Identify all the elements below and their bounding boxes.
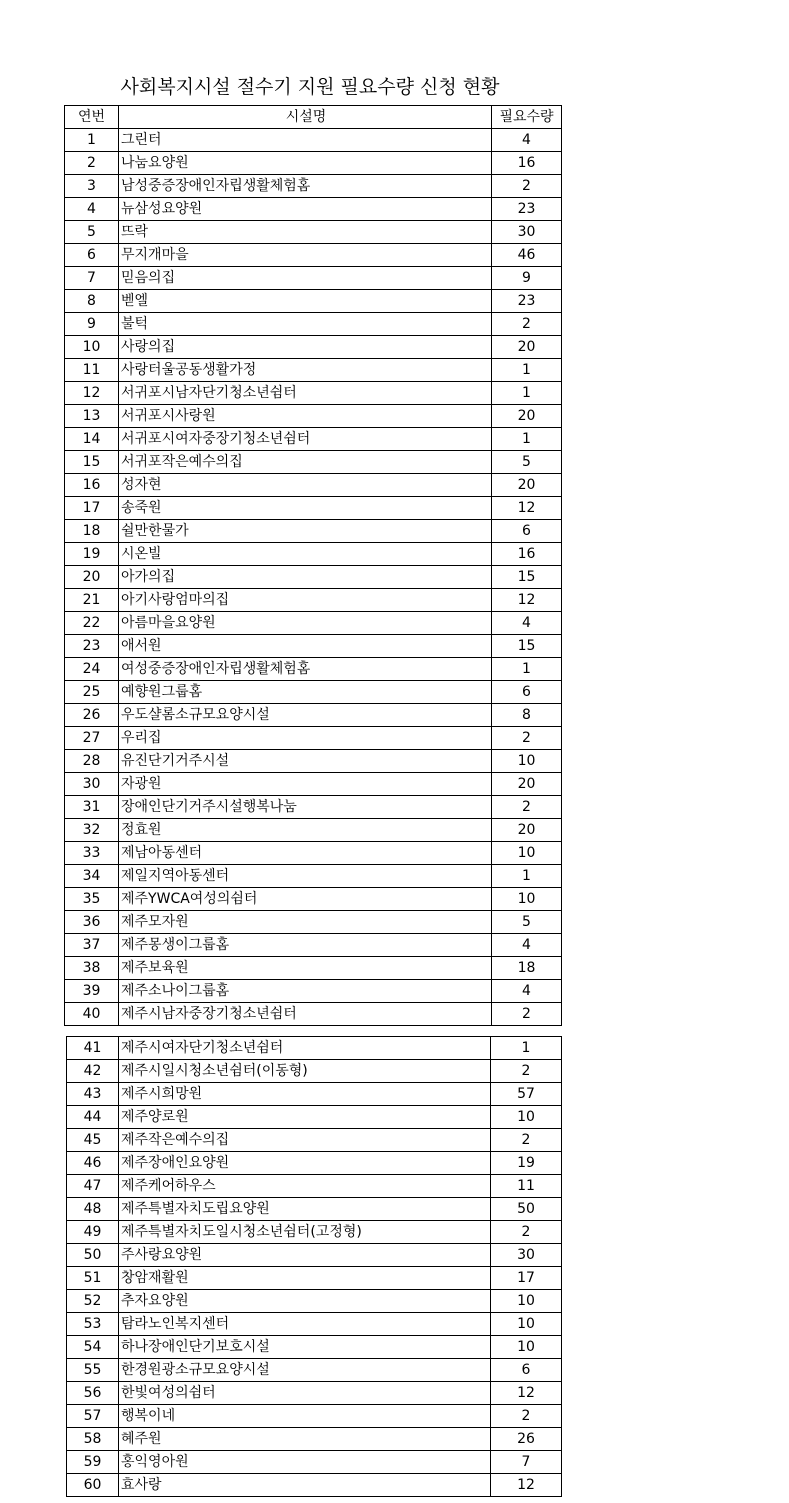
required-quantity: 4 — [492, 934, 562, 957]
table-row — [65, 888, 562, 911]
facility-name: 제주시희망원 — [119, 1083, 491, 1106]
row-number: 58 — [67, 1428, 119, 1451]
required-quantity: 4 — [492, 129, 562, 152]
required-quantity: 12 — [492, 497, 562, 520]
required-quantity: 10 — [491, 1106, 562, 1129]
header-no: 연번 — [65, 106, 119, 129]
row-number: 36 — [65, 911, 119, 934]
table-row — [65, 842, 562, 865]
required-quantity: 1 — [492, 865, 562, 888]
facility-name: 홍익영아원 — [119, 1451, 491, 1474]
required-quantity: 6 — [491, 1359, 562, 1382]
facility-name: 믿음의집 — [119, 267, 492, 290]
facility-name: 주사랑요양원 — [119, 1244, 491, 1267]
table-row — [67, 1290, 562, 1313]
row-number: 55 — [67, 1359, 119, 1382]
required-quantity: 6 — [492, 520, 562, 543]
required-quantity: 20 — [492, 405, 562, 428]
facility-name: 서귀포시사랑원 — [119, 405, 492, 428]
table-row — [65, 405, 562, 428]
row-number: 1 — [65, 129, 119, 152]
required-quantity: 10 — [491, 1290, 562, 1313]
table-row — [65, 658, 562, 681]
required-quantity: 2 — [492, 796, 562, 819]
facility-name: 남성중증장애인자립생활체험홈 — [119, 175, 492, 198]
table-row — [65, 980, 562, 1003]
row-number: 53 — [67, 1313, 119, 1336]
row-number: 44 — [67, 1106, 119, 1129]
table-row — [67, 1428, 562, 1451]
facility-name: 혜주원 — [119, 1428, 491, 1451]
table-row — [67, 1244, 562, 1267]
required-quantity: 5 — [492, 911, 562, 934]
required-quantity: 2 — [492, 727, 562, 750]
facility-name: 제주특별자치도립요양원 — [119, 1198, 491, 1221]
row-number: 32 — [65, 819, 119, 842]
required-quantity: 50 — [491, 1198, 562, 1221]
facility-name: 여성중증장애인자립생활체험홈 — [119, 658, 492, 681]
table-row — [67, 1198, 562, 1221]
row-number: 51 — [67, 1267, 119, 1290]
table-row — [65, 152, 562, 175]
row-number: 23 — [65, 635, 119, 658]
table-row — [67, 1313, 562, 1336]
table-row — [65, 957, 562, 980]
row-number: 37 — [65, 934, 119, 957]
required-quantity: 26 — [491, 1428, 562, 1451]
required-quantity: 23 — [492, 198, 562, 221]
header-qty: 필요수량 — [492, 106, 562, 129]
table-row — [67, 1382, 562, 1405]
table-row — [65, 359, 562, 382]
required-quantity: 30 — [492, 221, 562, 244]
table-row — [65, 129, 562, 152]
required-quantity: 8 — [492, 704, 562, 727]
row-number: 25 — [65, 681, 119, 704]
facility-name: 제주보육원 — [119, 957, 492, 980]
required-quantity: 5 — [492, 451, 562, 474]
facility-name: 탐라노인복지센터 — [119, 1313, 491, 1336]
row-number: 50 — [67, 1244, 119, 1267]
row-number: 2 — [65, 152, 119, 175]
facility-name: 제주양로원 — [119, 1106, 491, 1129]
facility-name: 제주작은예수의집 — [119, 1129, 491, 1152]
required-quantity: 7 — [491, 1451, 562, 1474]
required-quantity: 20 — [492, 773, 562, 796]
required-quantity: 23 — [492, 290, 562, 313]
table-body-part2 — [67, 1037, 562, 1497]
table-row — [65, 796, 562, 819]
row-number: 42 — [67, 1060, 119, 1083]
facility-name: 사랑의집 — [119, 336, 492, 359]
facility-name: 행복이네 — [119, 1405, 491, 1428]
row-number: 5 — [65, 221, 119, 244]
required-quantity: 10 — [492, 842, 562, 865]
table-row — [65, 428, 562, 451]
table-row — [67, 1405, 562, 1428]
facility-name: 제주YWCA여성의쉼터 — [119, 888, 492, 911]
facility-name: 창암재활원 — [119, 1267, 491, 1290]
required-quantity: 10 — [492, 750, 562, 773]
facility-name: 무지개마을 — [119, 244, 492, 267]
required-quantity: 11 — [491, 1175, 562, 1198]
document-title: 사회복지시설 절수기 지원 필요수량 신청 현황 — [120, 76, 500, 98]
required-quantity: 57 — [491, 1083, 562, 1106]
row-number: 49 — [67, 1221, 119, 1244]
row-number: 33 — [65, 842, 119, 865]
table-row — [65, 750, 562, 773]
table-row — [65, 382, 562, 405]
row-number: 8 — [65, 290, 119, 313]
facility-name: 서귀포시여자중장기청소년쉼터 — [119, 428, 492, 451]
table-row — [67, 1152, 562, 1175]
required-quantity: 17 — [491, 1267, 562, 1290]
required-quantity: 1 — [492, 359, 562, 382]
table-row — [67, 1474, 562, 1497]
required-quantity: 12 — [491, 1382, 562, 1405]
required-quantity: 20 — [492, 336, 562, 359]
facility-name: 시온빌 — [119, 543, 492, 566]
row-number: 45 — [67, 1129, 119, 1152]
required-quantity: 4 — [492, 980, 562, 1003]
facility-name: 벧엘 — [119, 290, 492, 313]
row-number: 10 — [65, 336, 119, 359]
table-row — [65, 543, 562, 566]
row-number: 31 — [65, 796, 119, 819]
row-number: 35 — [65, 888, 119, 911]
required-quantity: 20 — [492, 474, 562, 497]
required-quantity: 15 — [492, 566, 562, 589]
facility-name: 한경원광소규모요양시설 — [119, 1359, 491, 1382]
row-number: 28 — [65, 750, 119, 773]
required-quantity: 9 — [492, 267, 562, 290]
table-row — [65, 336, 562, 359]
facility-name: 하나장애인단기보호시설 — [119, 1336, 491, 1359]
table-row — [65, 865, 562, 888]
row-number: 16 — [65, 474, 119, 497]
required-quantity: 1 — [491, 1037, 562, 1060]
row-number: 20 — [65, 566, 119, 589]
table-row — [65, 520, 562, 543]
facility-name: 아가의집 — [119, 566, 492, 589]
table-row — [67, 1060, 562, 1083]
facility-name: 제주모자원 — [119, 911, 492, 934]
table-row — [65, 819, 562, 842]
row-number: 60 — [67, 1474, 119, 1497]
facility-table-part1 — [64, 105, 562, 1026]
row-number: 24 — [65, 658, 119, 681]
row-number: 3 — [65, 175, 119, 198]
row-number: 43 — [67, 1083, 119, 1106]
facility-name: 제주특별자치도일시청소년쉼터(고정형) — [119, 1221, 491, 1244]
required-quantity: 20 — [492, 819, 562, 842]
table-row — [65, 1003, 562, 1026]
header-row — [65, 106, 562, 129]
facility-name: 쉴만한물가 — [119, 520, 492, 543]
required-quantity: 2 — [491, 1221, 562, 1244]
table-row — [65, 221, 562, 244]
facility-name: 정효원 — [119, 819, 492, 842]
table-row — [65, 313, 562, 336]
facility-name: 뉴삼성요양원 — [119, 198, 492, 221]
facility-name: 뜨락 — [119, 221, 492, 244]
row-number: 54 — [67, 1336, 119, 1359]
table-row — [67, 1336, 562, 1359]
facility-name: 자광원 — [119, 773, 492, 796]
row-number: 27 — [65, 727, 119, 750]
facility-name: 애서원 — [119, 635, 492, 658]
table-row — [67, 1359, 562, 1382]
facility-name: 아름마을요양원 — [119, 612, 492, 635]
required-quantity: 2 — [492, 313, 562, 336]
table-row — [65, 589, 562, 612]
row-number: 9 — [65, 313, 119, 336]
required-quantity: 16 — [492, 543, 562, 566]
table-row — [65, 290, 562, 313]
facility-name: 서귀포시남자단기청소년쉼터 — [119, 382, 492, 405]
table-row — [65, 934, 562, 957]
table-row — [65, 612, 562, 635]
required-quantity: 1 — [492, 382, 562, 405]
row-number: 11 — [65, 359, 119, 382]
required-quantity: 30 — [491, 1244, 562, 1267]
required-quantity: 18 — [492, 957, 562, 980]
required-quantity: 2 — [491, 1405, 562, 1428]
facility-name: 장애인단기거주시설행복나눔 — [119, 796, 492, 819]
table-row — [65, 681, 562, 704]
facility-name: 제주장애인요양원 — [119, 1152, 491, 1175]
facility-name: 그린터 — [119, 129, 492, 152]
required-quantity: 2 — [492, 1003, 562, 1026]
table-row — [65, 635, 562, 658]
required-quantity: 10 — [491, 1336, 562, 1359]
facility-name: 우리집 — [119, 727, 492, 750]
row-number: 22 — [65, 612, 119, 635]
facility-name: 추자요양원 — [119, 1290, 491, 1313]
facility-name: 사랑터울공동생활가정 — [119, 359, 492, 382]
row-number: 41 — [67, 1037, 119, 1060]
table-row — [65, 244, 562, 267]
row-number: 46 — [67, 1152, 119, 1175]
table-row — [67, 1037, 562, 1060]
table-row — [67, 1451, 562, 1474]
facility-name: 제주시여자단기청소년쉼터 — [119, 1037, 491, 1060]
row-number: 48 — [67, 1198, 119, 1221]
table-row — [65, 451, 562, 474]
facility-name: 예향원그룹홈 — [119, 681, 492, 704]
required-quantity: 12 — [491, 1474, 562, 1497]
required-quantity: 10 — [491, 1313, 562, 1336]
facility-name: 유진단기거주시설 — [119, 750, 492, 773]
facility-name: 제일지역아동센터 — [119, 865, 492, 888]
facility-name: 우도샬롬소규모요양시설 — [119, 704, 492, 727]
required-quantity: 46 — [492, 244, 562, 267]
row-number: 26 — [65, 704, 119, 727]
facility-name: 제주케어하우스 — [119, 1175, 491, 1198]
table-row — [65, 566, 562, 589]
facility-name: 제주시일시청소년쉼터(이동형) — [119, 1060, 491, 1083]
facility-name: 서귀포작은예수의집 — [119, 451, 492, 474]
row-number: 59 — [67, 1451, 119, 1474]
row-number: 12 — [65, 382, 119, 405]
facility-name: 제주시남자중장기청소년쉼터 — [119, 1003, 492, 1026]
table-row — [65, 198, 562, 221]
required-quantity: 2 — [491, 1129, 562, 1152]
facility-table-part2 — [66, 1036, 562, 1497]
row-number: 17 — [65, 497, 119, 520]
row-number: 56 — [67, 1382, 119, 1405]
row-number: 21 — [65, 589, 119, 612]
table-row — [65, 704, 562, 727]
required-quantity: 15 — [492, 635, 562, 658]
row-number: 30 — [65, 773, 119, 796]
required-quantity: 16 — [492, 152, 562, 175]
row-number: 47 — [67, 1175, 119, 1198]
table-row — [65, 267, 562, 290]
facility-name: 나눔요양원 — [119, 152, 492, 175]
facility-name: 성자현 — [119, 474, 492, 497]
table-row — [65, 497, 562, 520]
facility-name: 제남아동센터 — [119, 842, 492, 865]
facility-name: 한빛여성의쉼터 — [119, 1382, 491, 1405]
required-quantity: 2 — [492, 175, 562, 198]
required-quantity: 1 — [492, 658, 562, 681]
table-row — [67, 1083, 562, 1106]
table-row — [67, 1267, 562, 1290]
required-quantity: 2 — [491, 1060, 562, 1083]
required-quantity: 19 — [491, 1152, 562, 1175]
row-number: 18 — [65, 520, 119, 543]
facility-name: 아기사랑엄마의집 — [119, 589, 492, 612]
row-number: 38 — [65, 957, 119, 980]
facility-name: 송죽원 — [119, 497, 492, 520]
table-row — [67, 1129, 562, 1152]
table-body-part1 — [65, 129, 562, 1026]
row-number: 40 — [65, 1003, 119, 1026]
facility-name: 불턱 — [119, 313, 492, 336]
required-quantity: 1 — [492, 428, 562, 451]
row-number: 14 — [65, 428, 119, 451]
table-row — [67, 1221, 562, 1244]
facility-name: 제주소나이그룹홈 — [119, 980, 492, 1003]
table-row — [65, 474, 562, 497]
row-number: 15 — [65, 451, 119, 474]
header-name: 시설명 — [119, 106, 492, 129]
table-row — [67, 1106, 562, 1129]
required-quantity: 12 — [492, 589, 562, 612]
row-number: 13 — [65, 405, 119, 428]
table-row — [65, 911, 562, 934]
row-number: 19 — [65, 543, 119, 566]
row-number: 39 — [65, 980, 119, 1003]
table-row — [65, 773, 562, 796]
required-quantity: 4 — [492, 612, 562, 635]
facility-name: 효사랑 — [119, 1474, 491, 1497]
required-quantity: 6 — [492, 681, 562, 704]
table-row — [67, 1175, 562, 1198]
row-number: 52 — [67, 1290, 119, 1313]
row-number: 7 — [65, 267, 119, 290]
required-quantity: 10 — [492, 888, 562, 911]
row-number: 34 — [65, 865, 119, 888]
table-row — [65, 175, 562, 198]
row-number: 4 — [65, 198, 119, 221]
facility-name: 제주몽생이그룹홈 — [119, 934, 492, 957]
row-number: 57 — [67, 1405, 119, 1428]
table-row — [65, 727, 562, 750]
row-number: 6 — [65, 244, 119, 267]
